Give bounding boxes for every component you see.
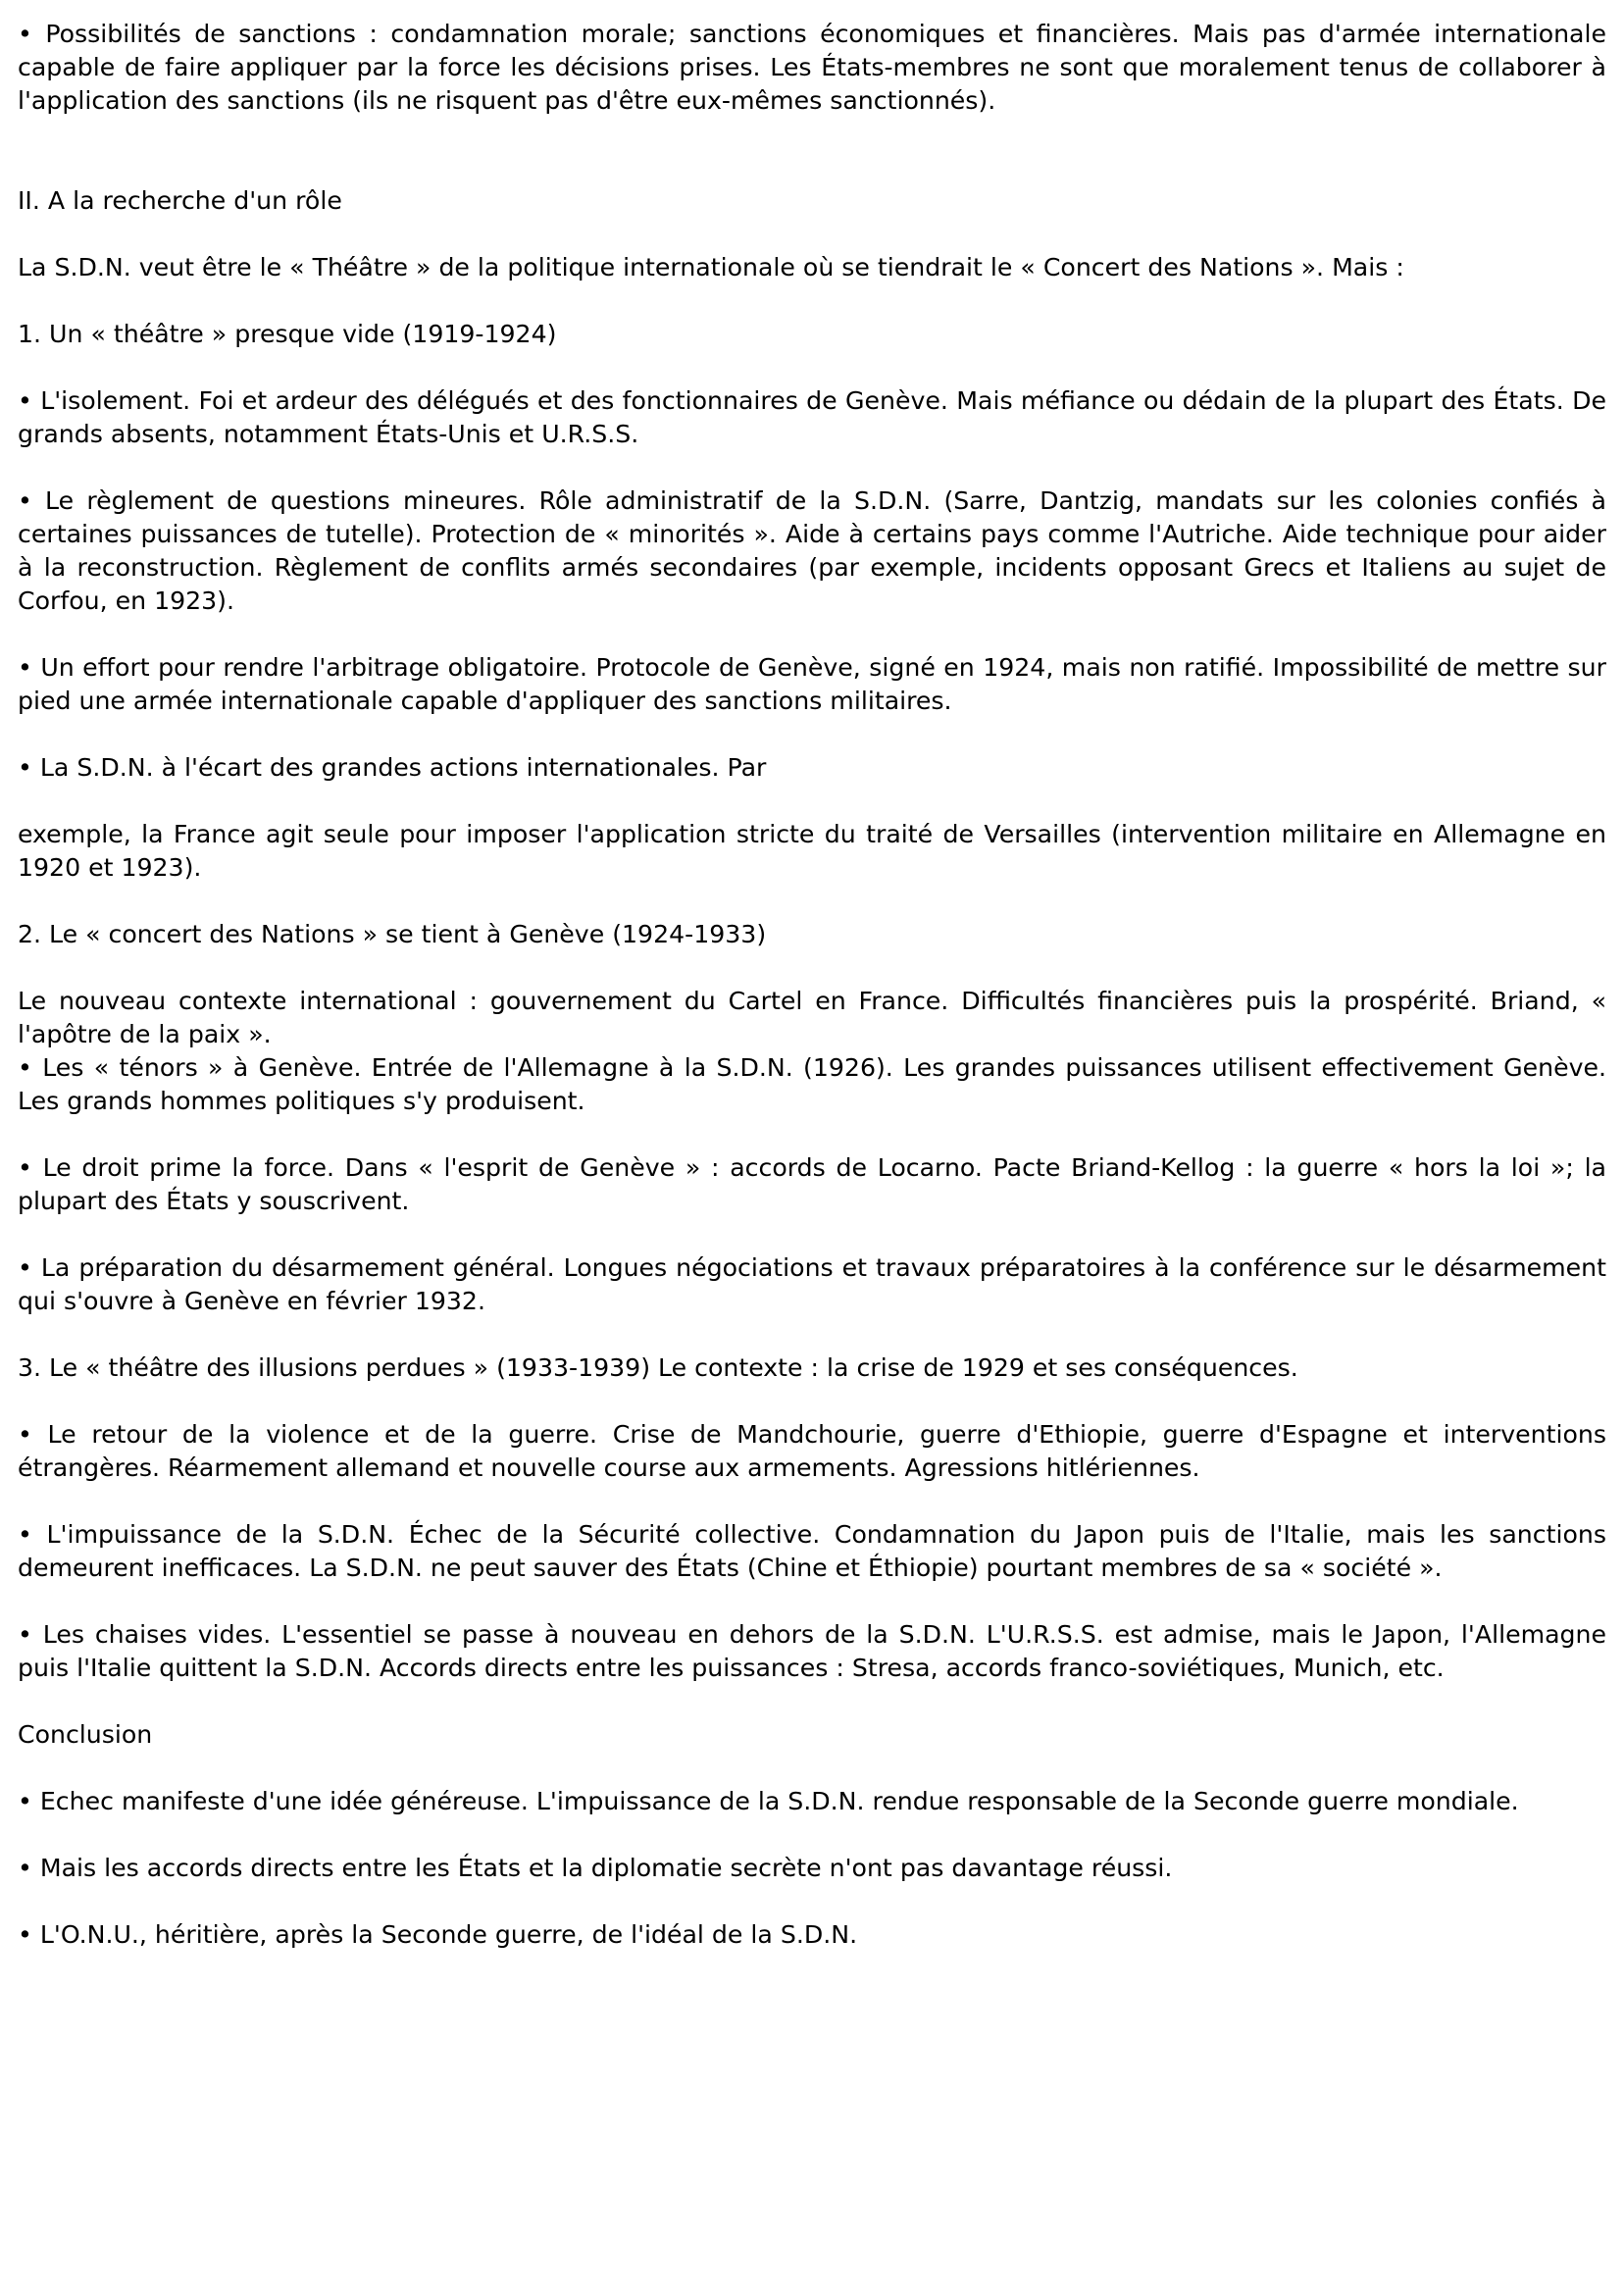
bullet-desarmement: • La préparation du désarmement général. Longues négociations et travaux préparatoires à la conférence sur le désarmement qui s'ouvre à Genève en février 1932. xyxy=(18,1253,1606,1315)
paragraph-intro: La S.D.N. veut être le « Théâtre » de la politique internationale où se tiendrait le « Concert des Nations ». Mais : xyxy=(18,253,1404,281)
paragraph-sanctions: • Possibilités de sanctions : condamnation morale; sanctions économiques et financières. Mais pas d'armée internationale capable de faire appliquer par la force les décisions prises. Les États-membres ne sont que moralement tenus de collaborer à l'application des sanctions (ils ne risquent pas d'être eux-mêmes sanctionnés). xyxy=(18,20,1606,115)
bullet-chaises: • Les chaises vides. L'essentiel se passe à nouveau en dehors de la S.D.N. L'U.R.S.S. est admise, mais le Japon, l'Allemagne puis l'Italie quittent la S.D.N. Accords directs entre les puissances : Stresa, accords franco-soviétiques, Munich, etc. xyxy=(18,1620,1606,1682)
document-body xyxy=(18,18,1606,1952)
paragraph-exemple: exemple, la France agit seule pour imposer l'application stricte du traité de Versailles (intervention militaire en Allemagne en 1920 et 1923). xyxy=(18,820,1606,882)
bullet-echec: • Echec manifeste d'une idée généreuse. L'impuissance de la S.D.N. rendue responsable de la Seconde guerre mondiale. xyxy=(18,1787,1519,1815)
bullet-onu: • L'O.N.U., héritière, après la Seconde guerre, de l'idéal de la S.D.N. xyxy=(18,1920,858,1949)
bullet-arbitrage: • Un effort pour rendre l'arbitrage obligatoire. Protocole de Genève, signé en 1924, mais non ratifié. Impossibilité de mettre sur pied une armée internationale capable d'appliquer des sanctions militaires. xyxy=(18,653,1606,715)
section-heading-2: II. A la recherche d'un rôle xyxy=(18,186,342,215)
bullet-reglement: • Le règlement de questions mineures. Rôle administratif de la S.D.N. (Sarre, Dantzig, mandats sur les colonies confiés à certaines puissances de tutelle). Protection de « minorités ». Aide à certains pays comme l'Autriche. Aide technique pour aider à la reconstruction. Règlement de conflits armés secondaires (par exemple, incidents opposant Grecs et Italiens au sujet de Corfou, en 1923). xyxy=(18,486,1606,615)
subsection-heading-2: 2. Le « concert des Nations » se tient à Genève (1924-1933) xyxy=(18,920,767,948)
bullet-impuissance: • L'impuissance de la S.D.N. Échec de la Sécurité collective. Condamnation du Japon puis de l'Italie, mais les sanctions demeurent inefficaces. La S.D.N. ne peut sauver des États (Chine et Éthiopie) pourtant membres de sa « société ». xyxy=(18,1520,1606,1582)
bullet-isolement: • L'isolement. Foi et ardeur des délégués et des fonctionnaires de Genève. Mais méfiance ou dédain de la plupart des États. De grands absents, notamment États-Unis et U.R.S.S. xyxy=(18,386,1606,448)
bullet-ecart: • La S.D.N. à l'écart des grandes actions internationales. Par xyxy=(18,753,767,782)
paragraph-contexte: Le nouveau contexte international : gouvernement du Cartel en France. Difficultés financières puis la prospérité. Briand, « l'apôtre de la paix ». xyxy=(18,987,1606,1048)
subsection-heading-3: 3. Le « théâtre des illusions perdues » (1933-1939) Le contexte : la crise de 1929 et ses conséquences. xyxy=(18,1353,1298,1382)
bullet-droit: • Le droit prime la force. Dans « l'esprit de Genève » : accords de Locarno. Pacte Briand-Kellog : la guerre « hors la loi »; la plupart des États y souscrivent. xyxy=(18,1153,1606,1215)
subsection-heading-1: 1. Un « théâtre » presque vide (1919-1924) xyxy=(18,320,557,348)
conclusion-heading: Conclusion xyxy=(18,1720,153,1749)
bullet-accords: • Mais les accords directs entre les États et la diplomatie secrète n'ont pas davantage réussi. xyxy=(18,1854,1173,1882)
bullet-tenors: • Les « ténors » à Genève. Entrée de l'Allemagne à la S.D.N. (1926). Les grandes puissances utilisent effectivement Genève. Les grands hommes politiques s'y produisent. xyxy=(18,1053,1606,1115)
bullet-violence: • Le retour de la violence et de la guerre. Crise de Mandchourie, guerre d'Ethiopie, guerre d'Espagne et interventions étrangères. Réarmement allemand et nouvelle course aux armements. Agressions hitlériennes. xyxy=(18,1420,1606,1482)
